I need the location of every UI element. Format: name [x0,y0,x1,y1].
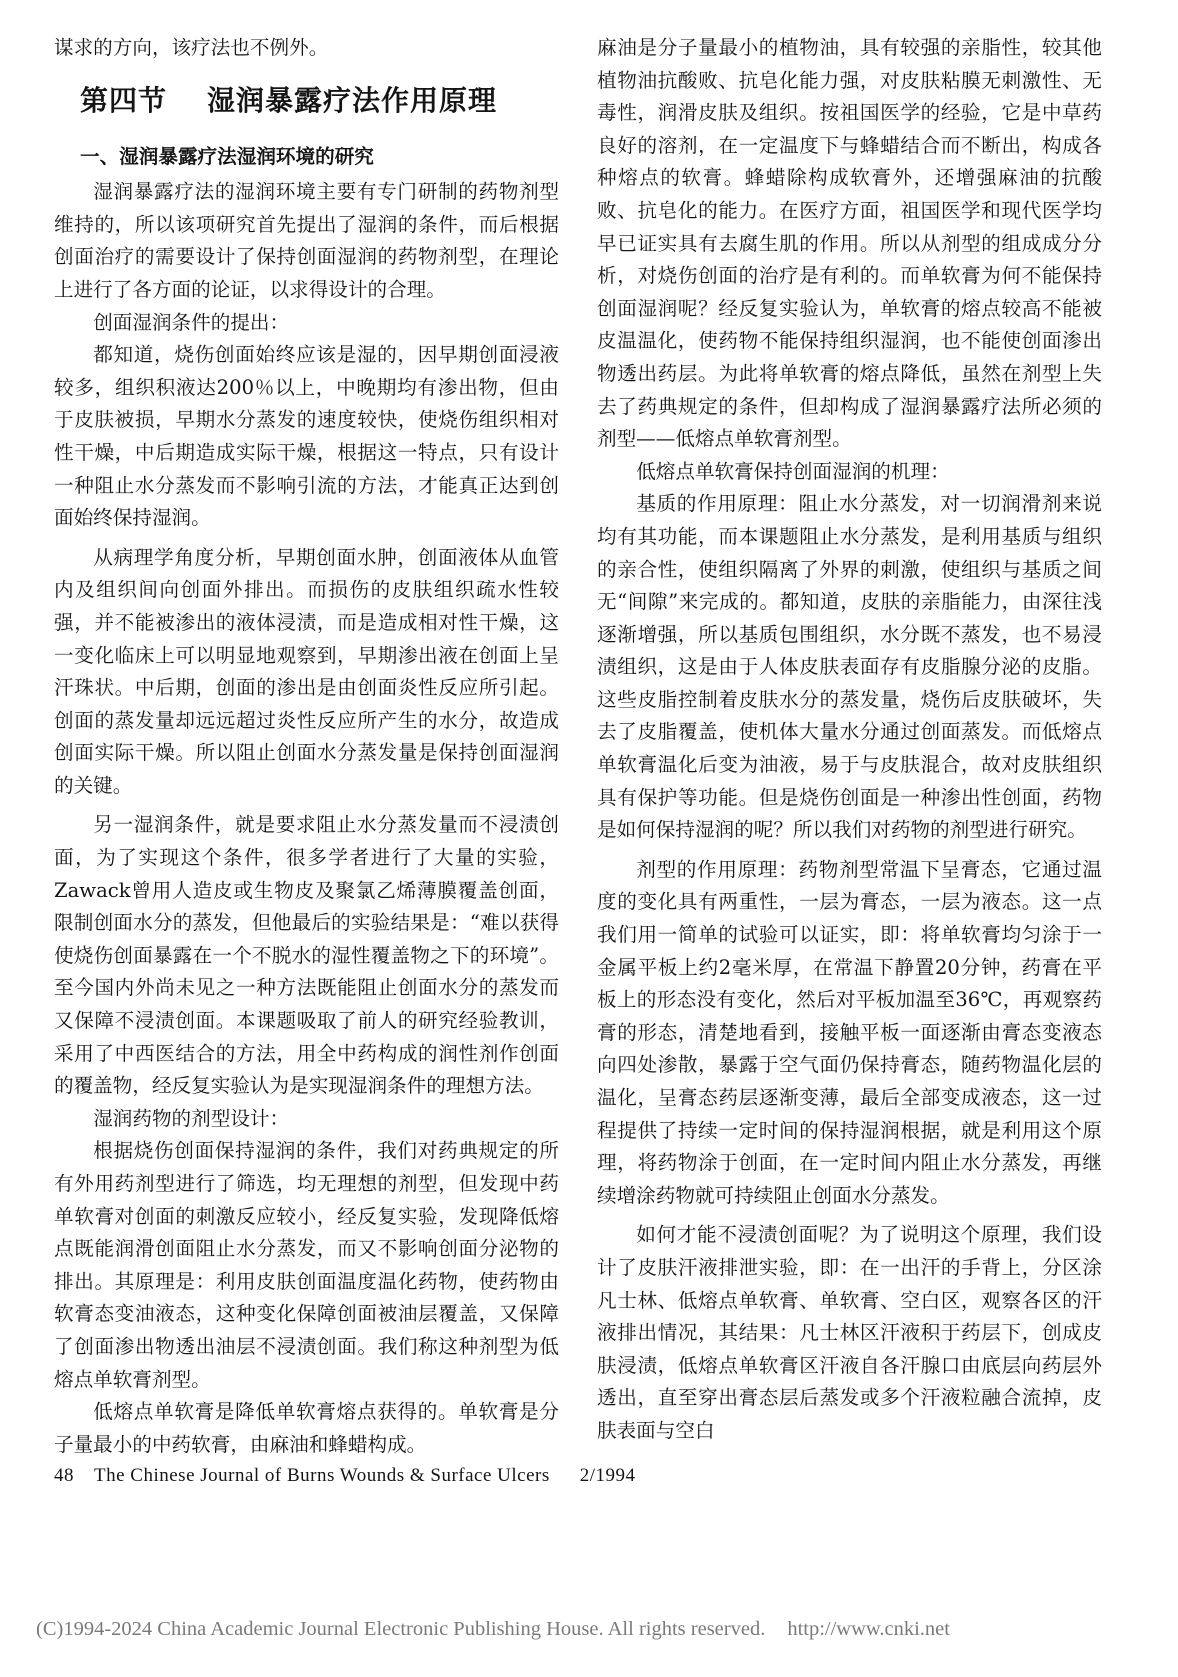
right-paragraphs [597,32,1102,1448]
paragraph: 如何才能不浸渍创面呢？为了说明这个原理，我们设计了皮肤汗液排泄实验，即：在一出汗的手背上，分区涂凡士林、低熔点单软膏、单软膏、空白区，观察各区的汗液排出情况，其结果：凡士林区汗液积于药层下，创成皮肤浸渍，低熔点单软膏区汗液自各汗腺口由底层向药层外透出，直至穿出膏态层后蒸发或多个汗液粒融合流掉，皮肤表面与空白 [597,1223,1102,1442]
section-title: 湿润暴露疗法作用原理 [207,83,498,117]
section-number: 第四节 [80,83,168,117]
paragraph: 低熔点单软膏是降低单软膏熔点获得的。单软膏是分子量最小的中药软膏，由麻油和蜂蜡构成。 [54,1400,559,1456]
paragraph: 另一湿润条件，就是要求阻止水分蒸发量而不浸渍创面，为了实现这个条件，很多学者进行了大量的实验，Zawack曾用人造皮或生物皮及聚氯乙烯薄膜覆盖创面，限制创面水分的蒸发，但他最后的实验结果是：“难以获得使烧伤创面暴露在一个不脱水的湿性覆盖物之下的环境”。至今国内外尚未见之一种方法既能阻止创面水分的蒸发而又保障不浸渍创面。本课题吸取了前人的研究经验教训，采用了中西医结合的方法，用全中药构成的润性剂作创面的覆盖物，经反复实验认为是实现湿润条件的理想方法。 [54,813,559,1098]
paragraph: 都知道，烧伤创面始终应该是湿的，因早期创面浸液较多，组织积液达200％以上，中晚期均有渗出物，但由于皮肤被损，早期水分蒸发的速度较快，使烧伤组织相对性干燥，中后期造成实际干燥，根据这一特点，只有设计一种阻止水分蒸发而不影响引流的方法，才能真正达到创面始终保持湿润。 [54,343,559,530]
paragraph: 根据烧伤创面保持湿润的条件，我们对药典规定的所有外用药剂型进行了筛选，均无理想的剂型，但发现中药单软膏对创面的刺激反应较小，经反复实验，发现降低熔点既能润滑创面阻止水分蒸发，而又不影响创面分泌物的排出。其原理是：利用皮肤创面温度温化药物，使药物由软膏态变油液态，这种变化保障创面被油层覆盖，又保障了创面渗出物透出油层不浸渍创面。我们称这种剂型为低熔点单软膏剂型。 [54,1139,559,1391]
paragraph: 基质的作用原理：阻止水分蒸发，对一切润滑剂来说均有其功能，而本课题阻止水分蒸发，是利用基质与组织的亲合性，使组织隔离了外界的刺激，使组织与基质之间无“间隙”来完成的。都知道，皮肤的亲脂能力，由深往浅逐渐增强，所以基质包围组织，水分既不蒸发，也不易浸渍组织，这是由于人体皮肤表面存有皮脂腺分泌的皮脂。这些皮脂控制着皮肤水分的蒸发量，烧伤后皮肤破坏，失去了皮脂覆盖，使机体大量水分通过创面蒸发。而低熔点单软膏温化后变为油液，易于与皮肤混合，故对皮肤组织具有保护等功能。但是烧伤创面是一种渗出性创面，药物是如何保持湿润的呢？所以我们对药物的剂型进行研究。 [597,492,1102,842]
paragraph: 低熔点单软膏保持创面湿润的机理： [636,459,950,483]
page-number: 48 [54,1465,74,1486]
left-paragraphs [54,176,559,1461]
journal-name: The Chinese Journal of Burns Wounds & Surface Ulcers [94,1465,550,1486]
right-column [597,32,1102,1448]
paragraph: 创面湿润条件的提出： [93,310,290,334]
subsection-heading: 一、湿润暴露疗法湿润环境的研究 [80,144,374,168]
left-column [54,32,559,1461]
paragraph: 剂型的作用原理：药物剂型常温下呈膏态，它通过温度的变化具有两重性，一层为膏态，一层为液态。这一点我们用一简单的试验可以证实，即：将单软膏均匀涂于一金属平板上约2毫米厚，在常温下静置20分钟，药膏在平板上的形态没有变化，然后对平板加温至36℃，再观察药膏的形态，清楚地看到，接触平板一面逐渐由膏态变液态向四处渗散，暴露于空气面仍保持膏态，随药物温化层的温化，呈膏态药层逐渐变薄，最后全部变成液态，这一过程提供了持续一定时间的保持湿润根据，就是利用这个原理，将药物涂于创面，在一定时间内阻止水分蒸发，再继续增涂药物就可持续阻止创面水分蒸发。 [597,857,1102,1207]
copyright-notice [36,1618,950,1641]
paragraph: 湿润暴露疗法的湿润环境主要有专门研制的药物剂型维持的，所以该项研究首先提出了湿润的条件，而后根据创面治疗的需要设计了保持创面湿润的药物剂型，在理论上进行了各方面的论证，以求得设计的合理。 [54,180,559,301]
page-footer [54,1465,636,1487]
section-heading [54,81,559,121]
opening-line: 谋求的方向，该疗法也不例外。 [54,36,329,59]
paragraph: 麻油是分子量最小的植物油，具有较强的亲脂性，较其他植物油抗酸败、抗皂化能力强，对皮肤粘膜无刺激性、无毒性，润滑皮肤及组织。按祖国医学的经验，它是中草药良好的溶剂，在一定温度下与蜂蜡结合而不断出，构成各种熔点的软膏。蜂蜡除构成软膏外，还增强麻油的抗酸败、抗皂化的能力。在医疗方面，祖国医学和现代医学均早已证实具有去腐生肌的作用。所以从剂型的组成成分分析，对烧伤创面的治疗是有利的。而单软膏为何不能保持创面湿润呢？经反复实验认为，单软膏的熔点较高不能被皮温温化，使药物不能保持组织湿润，也不能使创面渗出物透出药层。为此将单软膏的熔点降低，虽然在剂型上失去了药典规定的条件，但却构成了湿润暴露疗法所必须的剂型——低熔点单软膏剂型。 [597,36,1102,451]
cnki-link[interactable]: http://www.cnki.net [787,1618,950,1640]
paragraph: 从病理学角度分析，早期创面水肿，创面液体从血管内及组织间向创面外排出。而损伤的皮肤组织疏水性较强，并不能被渗出的液体浸渍，而是造成相对性干燥，这一变化临床上可以明显地观察到，早期渗出液在创面上呈汗珠状。中后期，创面的渗出是由创面炎性反应所引起。创面的蒸发量却远远超过炎性反应所产生的水分，故造成创面实际干燥。所以阻止创面水分蒸发量是保持创面湿润的关键。 [54,545,559,797]
paragraph: 湿润药物的剂型设计： [93,1106,290,1130]
copyright-text: (C)1994-2024 China Academic Journal Electronic Publishing House. All rights reserved. [36,1618,766,1640]
issue-number: 2/1994 [579,1465,636,1486]
